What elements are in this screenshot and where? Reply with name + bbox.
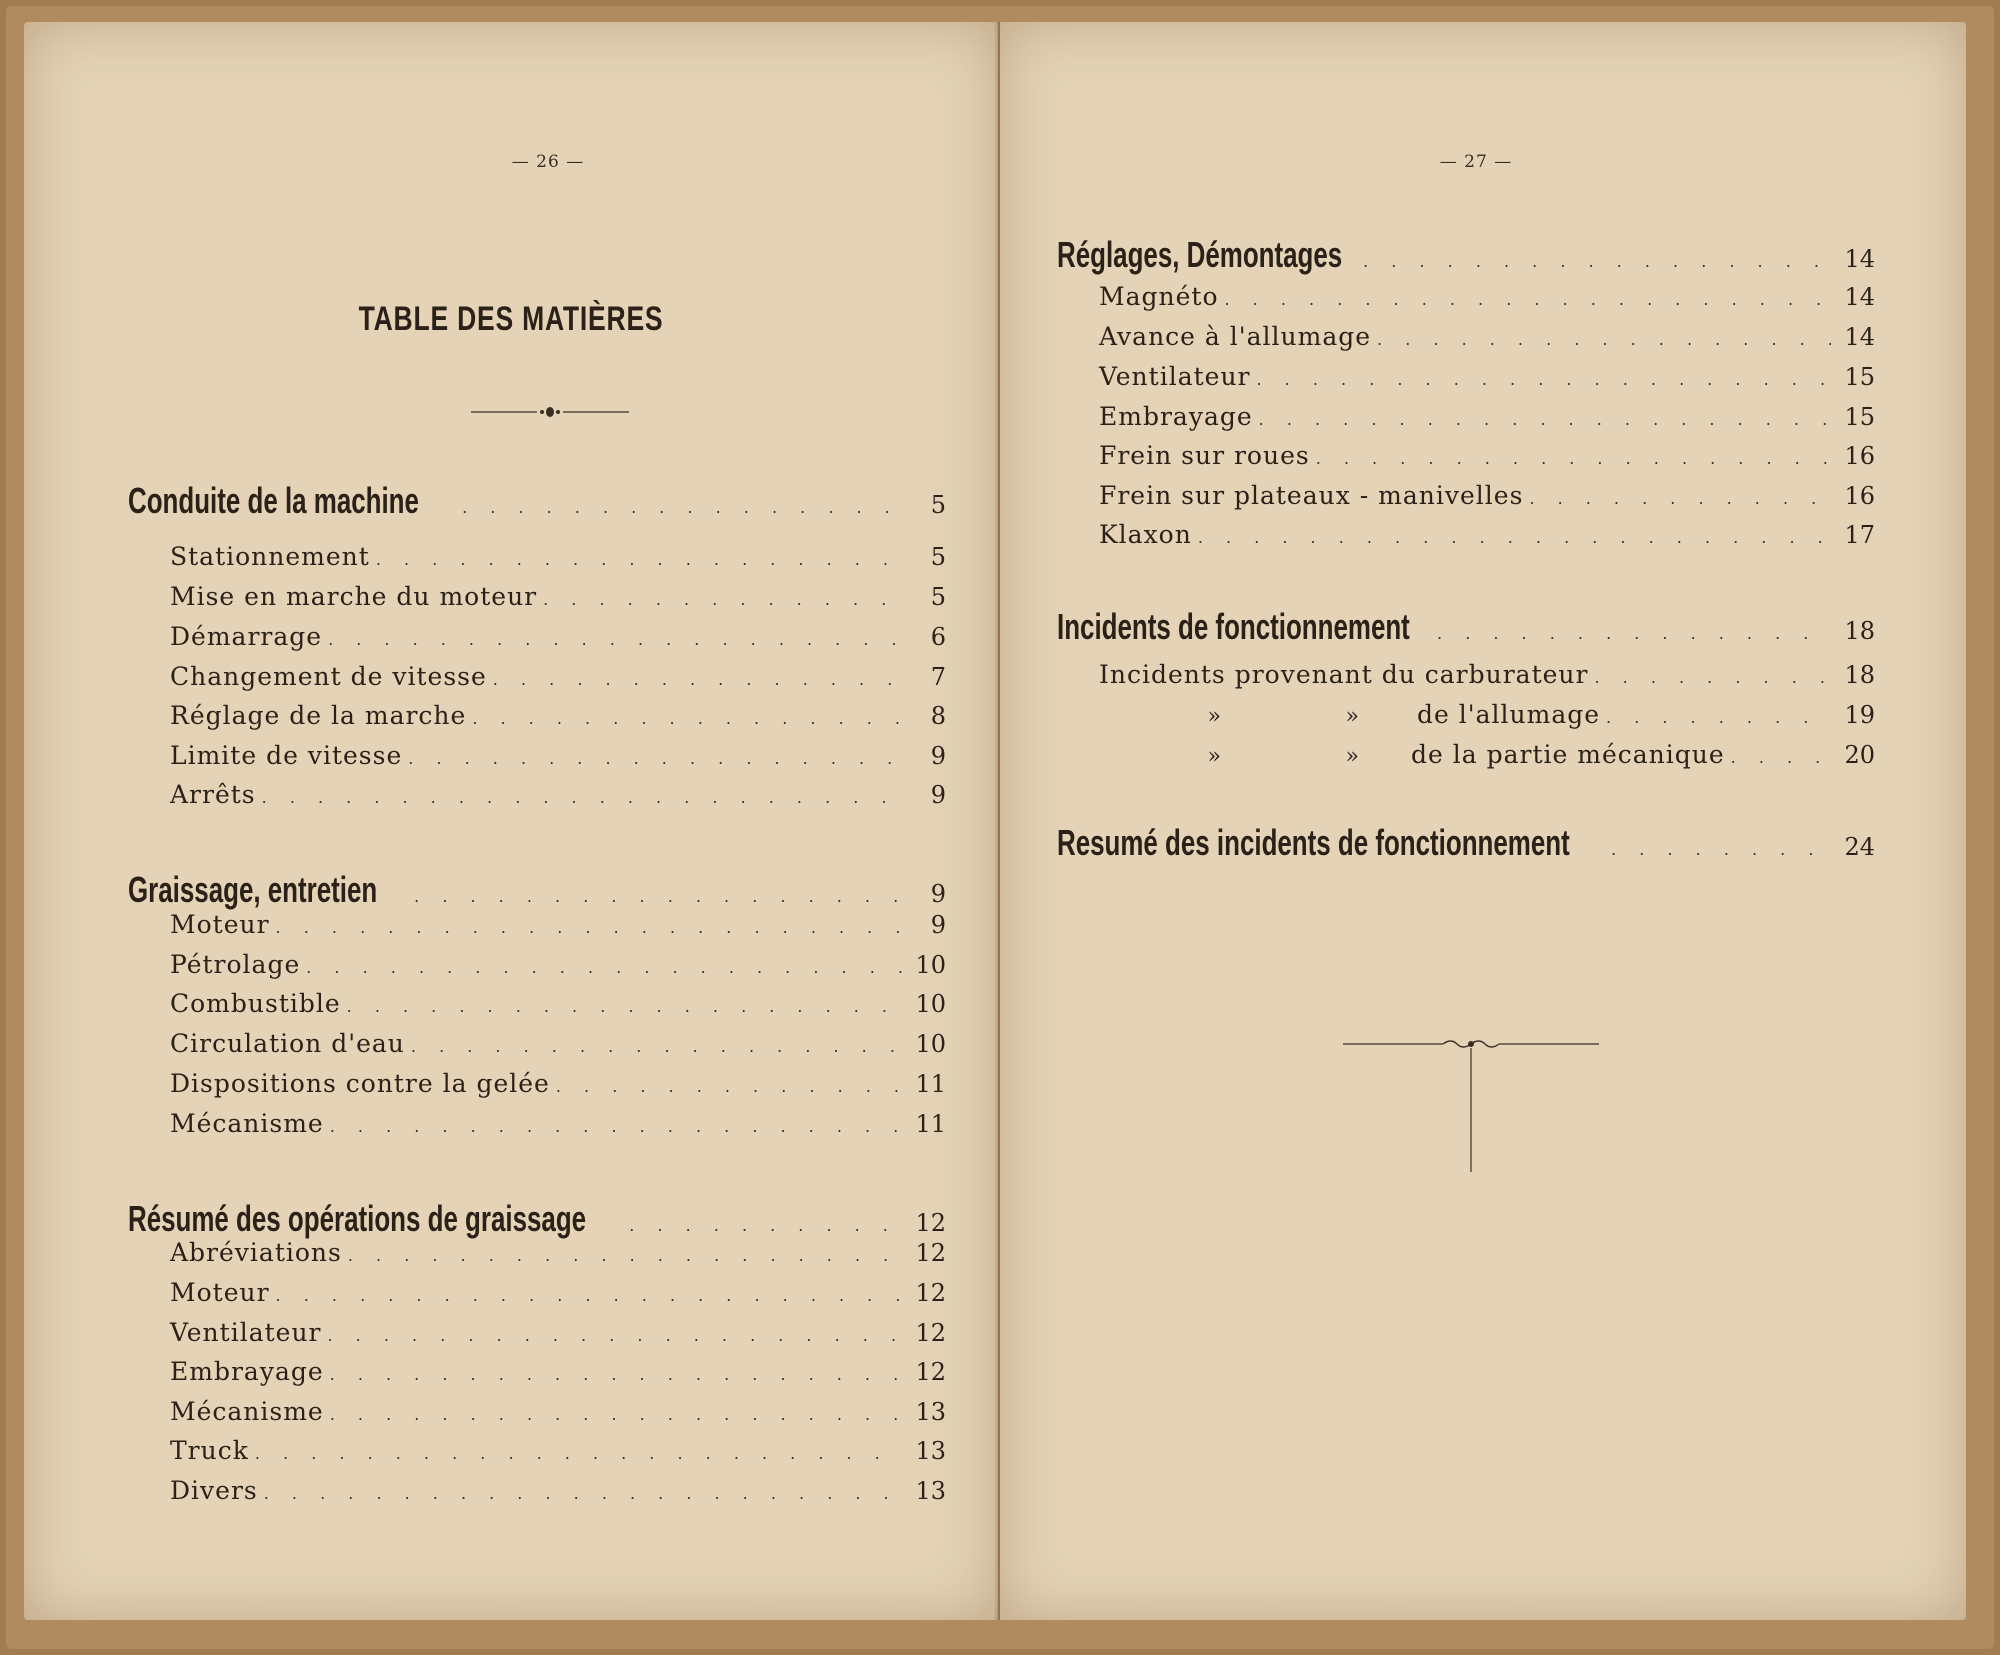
toc-page-number: 12 [915,1239,946,1267]
toc-item[interactable] [128,1109,946,1149]
toc-item-label: Stationnement [170,542,370,571]
leader-dots [493,670,902,689]
ditto-mark: » [1345,744,1359,769]
leader-dots [1529,489,1831,508]
toc-page-number: 8 [930,702,946,730]
toc-item[interactable] [1057,700,1875,740]
toc-item[interactable] [128,1397,946,1437]
toc-page-number: 9 [930,742,946,770]
leader-dots [1606,708,1831,727]
leader-dots [543,590,902,609]
toc-page-number: 20 [1844,741,1875,769]
ornament-divider-icon [471,404,629,420]
toc-page-number: 12 [915,1319,946,1347]
leader-dots [1257,370,1832,389]
toc-page-number: 12 [915,1209,946,1237]
toc-page-number: 5 [930,543,946,571]
toc-item-label: Frein sur plateaux - manivelles [1099,481,1524,510]
toc-page-number: 14 [1844,323,1875,351]
leader-dots [330,1365,902,1384]
toc-item[interactable] [1057,481,1875,521]
toc-item[interactable] [128,1476,946,1516]
leader-dots [1611,840,1831,859]
toc-item-label: Moteur [170,1278,270,1307]
toc-item-label: Magnéto [1099,282,1219,311]
toc-item-label: Réglage de la marche [170,701,467,730]
leader-dots [411,1037,902,1056]
leader-dots [330,1405,902,1424]
toc-item-label: Divers [170,1476,258,1505]
toc-heading-label: Incidents de fonctionnement [1057,606,1410,647]
toc-page-number: 5 [930,491,946,519]
toc-item[interactable] [128,662,946,702]
toc-item-label: de l'allumage [1417,700,1601,729]
leader-dots [1594,668,1831,687]
leader-dots [1437,624,1831,643]
toc-heading-label: Réglages, Démontages [1057,234,1343,275]
leader-dots [408,749,902,768]
toc-page-number: 9 [930,880,946,908]
toc-item[interactable] [1057,740,1875,780]
toc-item-label: Klaxon [1099,520,1192,549]
toc-page-number: 18 [1844,661,1875,689]
toc-item-label: Arrêts [170,780,256,809]
left-page [24,22,998,1620]
toc-page-number: 14 [1844,245,1875,273]
toc-item[interactable] [128,910,946,950]
toc-heading[interactable] [128,869,946,909]
toc-item[interactable] [128,950,946,990]
toc-item-label: Abréviations [170,1238,342,1267]
ditto-mark: » [1207,704,1221,729]
toc-heading-label: Graissage, entretien [128,869,378,910]
toc-item-label: de la partie mécanique [1411,740,1725,769]
leader-dots [276,918,902,937]
toc-item[interactable] [128,1436,946,1476]
toc-heading-label: Résumé des opérations de graissage [128,1198,587,1239]
leader-dots [1259,410,1831,429]
toc-item[interactable] [128,741,946,781]
toc-item[interactable] [128,780,946,820]
toc-item-label: Embrayage [170,1357,324,1386]
leader-dots [1225,290,1832,309]
leader-dots [264,1484,902,1503]
right-page [1000,22,1966,1620]
toc-page-number: 12 [915,1279,946,1307]
page-number-right: — 27 — [1439,152,1513,172]
toc-page-number: 19 [1844,701,1875,729]
toc-page-number: 10 [915,1030,946,1058]
leader-dots [1198,528,1831,547]
toc-item[interactable] [128,1318,946,1358]
toc-page-number: 9 [930,781,946,809]
leader-dots [472,709,902,728]
toc-page-number: 15 [1844,363,1875,391]
leader-dots [1316,449,1831,468]
toc-page-number: 12 [915,1358,946,1386]
toc-item[interactable] [1057,441,1875,481]
toc-item-label: Pétrolage [170,950,301,979]
toc-item-label: Combustible [170,989,341,1018]
toc-page-number: 7 [930,663,946,691]
toc-heading[interactable] [1057,606,1875,646]
toc-item-label: Mécanisme [170,1109,324,1138]
leader-dots [1731,748,1831,767]
toc-page-number: 17 [1844,521,1875,549]
toc-page-number: 11 [915,1110,946,1138]
toc-item[interactable] [1057,402,1875,442]
toc-item[interactable] [1057,660,1875,700]
toc-heading-label: Conduite de la machine [128,480,419,521]
toc-heading[interactable] [128,480,946,520]
toc-item[interactable] [128,989,946,1029]
toc-page-number: 18 [1844,617,1875,645]
ditto-mark: » [1345,704,1359,729]
toc-page-number: 6 [930,623,946,651]
leader-dots [347,997,902,1016]
toc-page-number: 11 [915,1070,946,1098]
toc-item-label: Moteur [170,910,270,939]
leader-dots [1377,330,1831,349]
toc-item[interactable] [128,622,946,662]
toc-item[interactable] [1057,322,1875,362]
toc-heading-label: Resumé des incidents de fonctionnement [1057,822,1570,863]
toc-page-number: 16 [1844,442,1875,470]
toc-item[interactable] [128,701,946,741]
toc-item-label: Mécanisme [170,1397,324,1426]
leader-dots [276,1286,902,1305]
toc-page-number: 10 [915,990,946,1018]
ditto-mark: » [1207,744,1221,769]
toc-item-label: Ventilateur [1099,362,1251,391]
toc-item-label: Mise en marche du moteur [170,582,538,611]
toc-item-label: Changement de vitesse [170,662,487,691]
toc-page-number: 13 [915,1477,946,1505]
toc-item[interactable] [1057,520,1875,560]
toc-item[interactable] [128,582,946,622]
toc-page-number: 24 [1844,833,1875,861]
toc-item[interactable] [128,1069,946,1109]
toc-item-label: Ventilateur [170,1318,322,1347]
leader-dots [462,498,902,517]
ornament-tailpiece-icon [1343,1026,1599,1176]
toc-item[interactable] [128,1357,946,1397]
leader-dots [262,788,902,807]
toc-item-label: Frein sur roues [1099,441,1310,470]
leader-dots [629,1216,902,1235]
leader-dots [328,1326,903,1345]
toc-page-number: 16 [1844,482,1875,510]
toc-page-number: 15 [1844,403,1875,431]
toc-page-number: 13 [915,1437,946,1465]
toc-item[interactable] [1057,282,1875,322]
leader-dots [255,1444,902,1463]
toc-title: TABLE DES MATIÈRES [358,300,664,338]
toc-item[interactable] [1057,362,1875,402]
leader-dots [1363,252,1831,271]
toc-item-label: Démarrage [170,622,323,651]
toc-item-label: Embrayage [1099,402,1253,431]
toc-page-number: 9 [930,911,946,939]
toc-item[interactable] [128,542,946,582]
toc-item[interactable] [128,1029,946,1069]
leader-dots [348,1246,902,1265]
toc-heading[interactable] [1057,822,1875,862]
leader-dots [376,550,902,569]
toc-item[interactable] [128,1278,946,1318]
leader-dots [330,1117,902,1136]
toc-item-label: Avance à l'allumage [1099,322,1372,351]
leader-dots [306,958,902,977]
toc-page-number: 14 [1844,283,1875,311]
toc-item-label: Truck [170,1436,249,1465]
toc-item-label: Incidents provenant du carburateur [1099,660,1589,689]
toc-item-label: Circulation d'eau [170,1029,405,1058]
toc-heading[interactable] [128,1198,946,1238]
toc-page-number: 13 [915,1398,946,1426]
leader-dots [414,887,902,906]
page-number-left: — 26 — [511,152,585,172]
toc-item-label: Limite de vitesse [170,741,403,770]
leader-dots [328,630,902,649]
leader-dots [556,1077,902,1096]
toc-page-number: 5 [930,583,946,611]
toc-item[interactable] [128,1238,946,1278]
toc-heading[interactable] [1057,234,1875,274]
toc-page-number: 10 [915,951,946,979]
toc-item-label: Dispositions contre la gelée [170,1069,550,1098]
